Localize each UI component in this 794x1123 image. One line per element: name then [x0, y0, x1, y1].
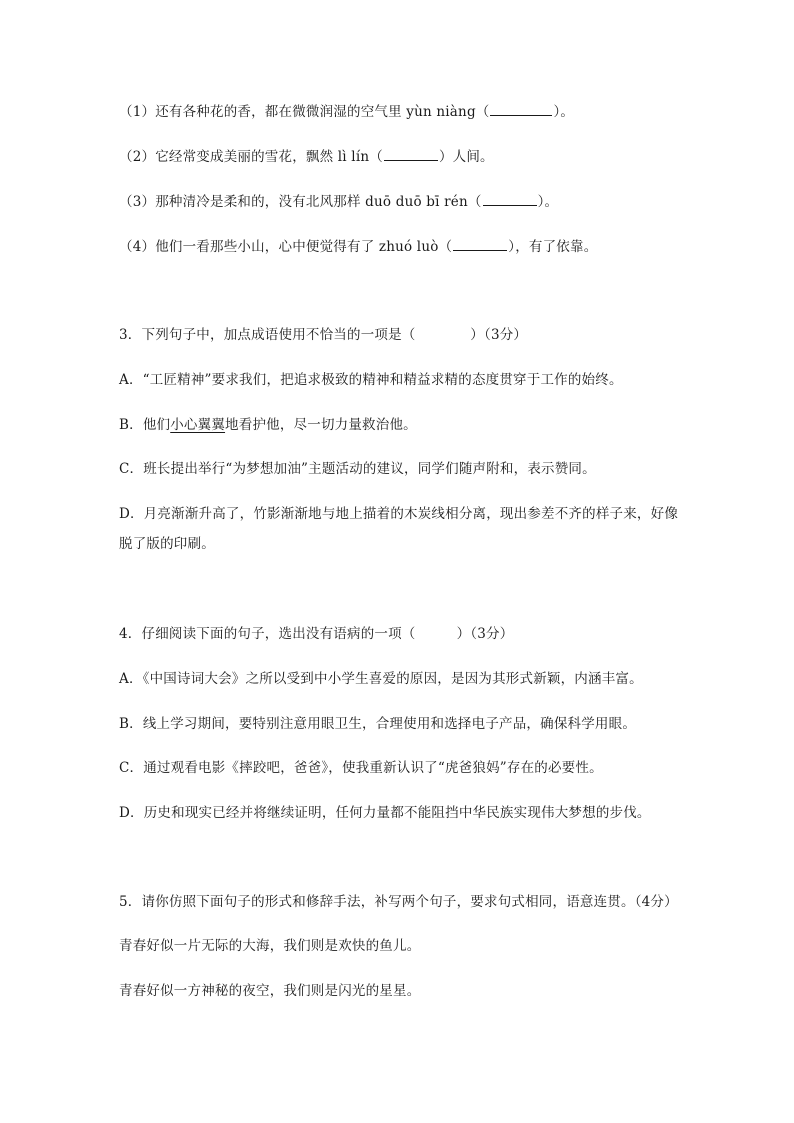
q3-option-c[interactable]: C．班长提出举行“为梦想加油”主题活动的建议，同学们随声附和，表示赞同。 — [119, 461, 596, 477]
q3-option-a[interactable]: A．“工匠精神”要求我们，把追求极致的精神和精益求精的态度贯穿于工作的始终。 — [119, 372, 623, 388]
answer-blank-4[interactable] — [453, 238, 507, 251]
answer-blank-2[interactable] — [384, 148, 438, 161]
q4-option-b[interactable]: B．线上学习期间，要特别注意用眼卫生，合理使用和选择电子产品，确保科学用眼。 — [119, 716, 637, 732]
q3-stem: 3．下列句子中，加点成语使用不恰当的一项是（ ）（3分） — [119, 327, 528, 343]
q3-option-b-idiom: 小心翼翼 — [170, 417, 226, 433]
q5-stem: 5．请你仿照下面句子的形式和修辞手法，补写两个句子，要求句式相同，语意连贯。（4分） — [119, 894, 678, 910]
pinyin-item-2 — [119, 148, 494, 166]
q3-option-b[interactable] — [119, 416, 417, 434]
q4-option-d[interactable]: D．历史和现实已经并将继续证明，任何力量都不能阻挡中华民族实现伟大梦想的步伐。 — [119, 805, 651, 821]
pinyin-item-3-text: （3）那种清冷是柔和的，没有北风那样 duō duō bī rén（ — [119, 194, 482, 210]
q3-option-b-post: 地看护他，尽一切力量救治他。 — [225, 417, 417, 433]
q3-option-b-pre: B．他们 — [119, 417, 171, 433]
pinyin-item-3-tail: ）。 — [537, 194, 559, 210]
pinyin-item-1-text: （1）还有各种花的香，都在微微润湿的空气里 yùn niàng（ — [119, 104, 490, 120]
pinyin-item-2-text: （2）它经常变成美丽的雪花，飘然 lì lín（ — [119, 149, 383, 165]
q3-option-d[interactable]: D．月亮渐渐升高了，竹影渐渐地与地上描着的木炭线相分离，现出参差不齐的样子来，好像脱了版的印刷。 — [119, 506, 679, 552]
pinyin-item-4-text: （4）他们一看那些小山，心中便觉得有了 zhuó luò（ — [119, 239, 453, 255]
pinyin-item-2-tail: ）人间。 — [438, 149, 494, 165]
q4-option-c[interactable]: C．通过观看电影《摔跤吧，爸爸》，使我重新认识了“虎爸狼妈”存在的必要性。 — [119, 760, 603, 776]
q4-option-a[interactable]: A．《中国诗词大会》之所以受到中小学生喜爱的原因，是因为其形式新颖，内涵丰富。 — [119, 671, 643, 687]
pinyin-item-4-tail: ），有了依靠。 — [508, 239, 598, 255]
q5-example-1: 青春好似一片无际的大海，我们则是欢快的鱼儿。 — [119, 938, 421, 954]
pinyin-item-1 — [119, 103, 574, 121]
pinyin-item-1-tail: ）。 — [553, 104, 575, 120]
answer-blank-3[interactable] — [483, 193, 537, 206]
answer-blank-1[interactable] — [490, 103, 552, 116]
pinyin-item-3 — [119, 193, 558, 211]
pinyin-item-4 — [119, 238, 597, 256]
q5-example-2: 青春好似一方神秘的夜空，我们则是闪光的星星。 — [119, 983, 421, 999]
q4-stem: 4．仔细阅读下面的句子，选出没有语病的一项（ ）（3分） — [119, 626, 514, 642]
